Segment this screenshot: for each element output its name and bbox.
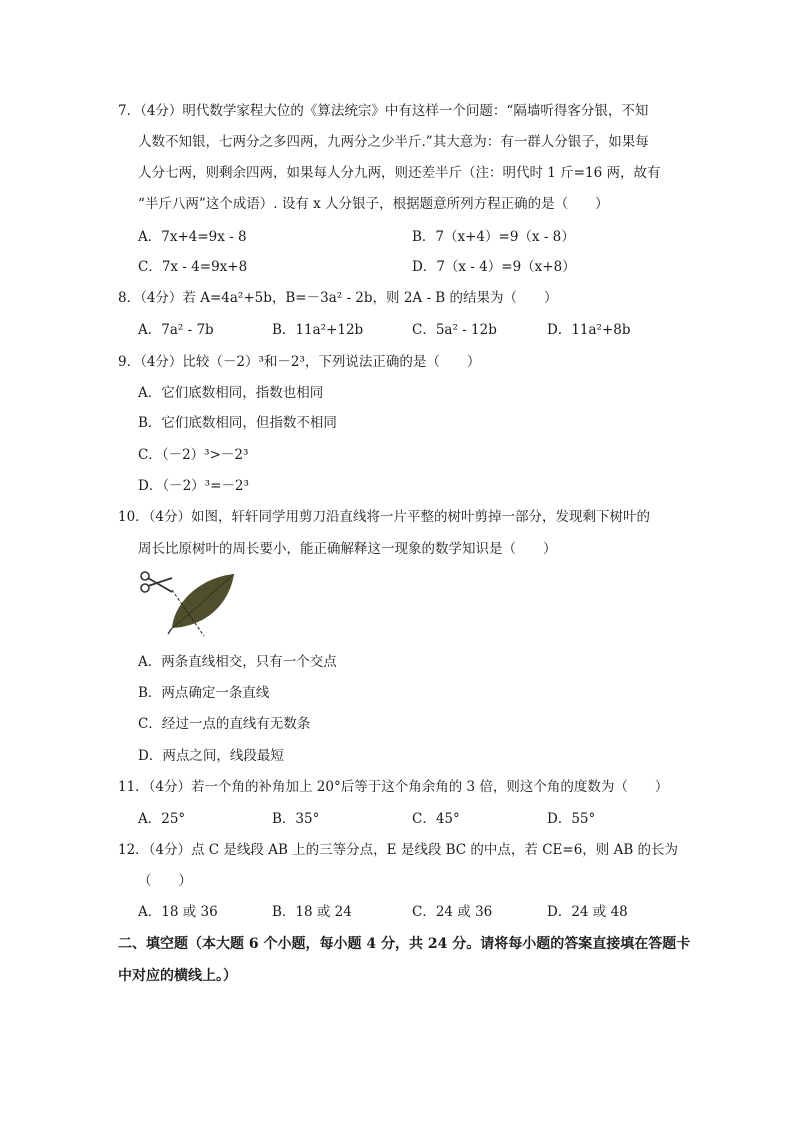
q8-option-a: A．7a² - 7b — [138, 322, 214, 338]
q8-option-c: C．5a² - 12b — [412, 322, 497, 338]
q12-line-2: （ ） — [138, 873, 192, 889]
leaf-icon — [168, 574, 234, 634]
q8-option-d: D．11a²+8b — [547, 322, 631, 338]
q12-option-d: D．24 或 48 — [547, 904, 628, 920]
q12-option-a: A．18 或 36 — [138, 904, 218, 920]
q7-line-1: 7．（4分）明代数学家程大位的《算法统宗》中有这样一个问题：“隔墙听得客分银，不知 — [118, 103, 649, 119]
section2-heading-line-2: 中对应的横线上。） — [118, 968, 237, 984]
q10-line-2: 周长比原树叶的周长要小，能正确解释这一现象的数学知识是（ ） — [138, 541, 557, 557]
q8-option-b: B．11a²+12b — [272, 322, 364, 338]
q10-option-c: C．经过一点的直线有无数条 — [138, 716, 311, 732]
q10-line-1: 10．（4分）如图，轩轩同学用剪刀沿直线将一片平整的树叶剪掉一部分，发现剩下树叶的 — [118, 509, 651, 525]
leaf-scissors-figure — [138, 570, 236, 638]
q7-line-2: 人数不知银，七两分之多四两，九两分之少半斤.”其大意为：有一群人分银子，如果每 — [138, 134, 649, 150]
q10-option-b: B．两点确定一条直线 — [138, 685, 270, 701]
q9-option-d: D．（－2）³=－2³ — [138, 478, 249, 494]
q9-option-a: A．它们底数相同，指数也相同 — [138, 385, 324, 401]
q12-line-1: 12．（4分）点 C 是线段 AB 上的三等分点，E 是线段 BC 的中点，若 CE=6，则 AB 的长为 — [118, 842, 679, 858]
q9-option-c: C．（－2）³>－2³ — [138, 447, 249, 463]
q10-option-a: A．两条直线相交，只有一个交点 — [138, 654, 337, 670]
q7-option-b: B．7（x+4）=9（x - 8） — [412, 229, 575, 245]
q12-option-b: B．18 或 24 — [272, 904, 352, 920]
section2-heading-line-1: 二、填空题（本大题 6 个小题，每小题 4 分，共 24 分。请将每小题的答案直接填在答题卡 — [118, 936, 691, 952]
q11-option-a: A．25° — [138, 811, 186, 827]
q11-option-b: B．35° — [272, 811, 320, 827]
q8-line-1: 8．（4分）若 A=4a²+5b，B=－3a² - 2b，则 2A - B 的结果为（ ） — [118, 290, 558, 306]
q7-option-a: A．7x+4=9x - 8 — [138, 229, 247, 245]
q7-option-d: D．7（x - 4）=9（x+8） — [412, 259, 576, 275]
q7-line-4: “半斤八两”这个成语）. 设有 x 人分银子，根据题意所列方程正确的是（ ） — [138, 196, 609, 212]
q12-option-c: C．24 或 36 — [412, 904, 493, 920]
q11-line-1: 11．（4分）若一个角的补角加上 20°后等于这个角余角的 3 倍，则这个角的度数为（ ） — [118, 779, 669, 795]
q10-option-d: D．两点之间，线段最短 — [138, 748, 284, 764]
scissors-icon — [141, 572, 172, 592]
q7-option-c: C．7x - 4=9x+8 — [138, 259, 248, 275]
q9-option-b: B．它们底数相同，但指数不相同 — [138, 415, 337, 431]
q9-line-1: 9．（4分）比较（－2）³和－2³，下列说法正确的是（ ） — [118, 354, 481, 370]
q7-line-3: 人分七两，则剩余四两，如果每人分九两，则还差半斤（注：明代时 1 斤=16 两，故有 — [138, 165, 661, 181]
q11-option-d: D．55° — [547, 811, 596, 827]
q11-option-c: C．45° — [412, 811, 460, 827]
